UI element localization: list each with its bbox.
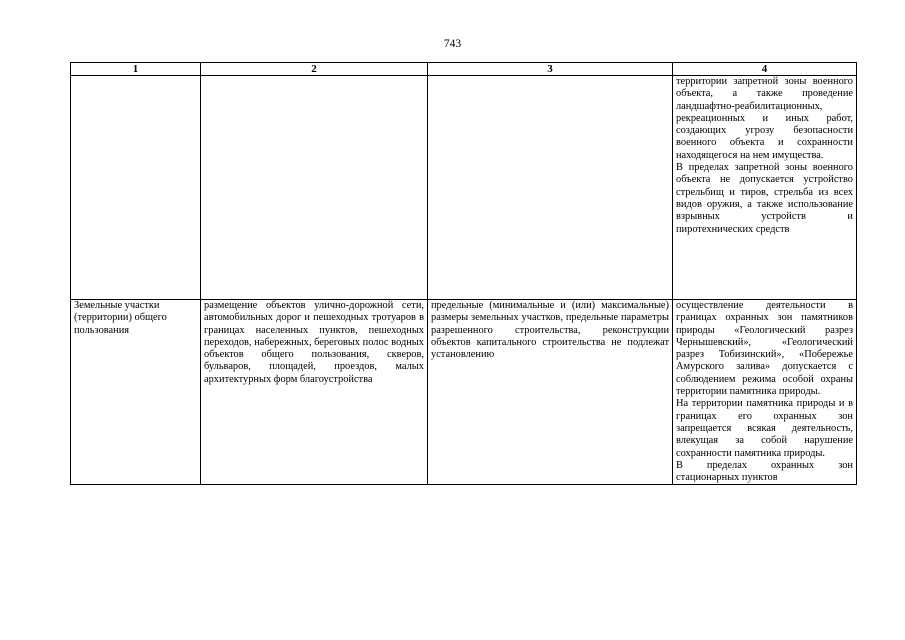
column-header-4: 4 [673, 63, 857, 76]
cell-restrictions [673, 300, 857, 485]
cell-permitted-use: размещение объектов улично-дорожной сети, автомобильных дорог и пешеходных тротуаров в границах населенных пунктов, пешеходных переходов, набережных, береговых полос водных объектов общего пользования, скверов, бульваров, площадей, проездов, малых архитектурных форм благоустройства [201, 300, 428, 485]
cell-restrictions [673, 76, 857, 300]
table-row [71, 300, 857, 485]
cell-parameters: предельные (минимальные и (или) максимальные) размеры земельных участков, предельные параметры разрешенного строительства, реконструкции объектов капитального строительства не подлежат установлению [428, 300, 673, 485]
column-header-1: 1 [71, 63, 201, 76]
table-header-row [71, 63, 857, 76]
restrictions-paragraph: осуществление деятельности в границах охранных зон памятников природы «Геологический разрез Чернышевский», «Геологический разрез Тобизинский», «Побережье Амурского залива» допускается с соблюдением режима особой охраны территории памятника природы. [676, 300, 853, 398]
table-row [71, 76, 857, 300]
restrictions-paragraph: территории запретной зоны военного объекта, а также проведение ландшафтно-реабилитационных, рекреационных и иных работ, создающих угрозу безопасности военного объекта и сохранности находящегося на нем имущества. [676, 76, 853, 161]
restrictions-paragraph: В пределах запретной зоны военного объекта не допускается устройство стрельбищ и тиров, стрельба из всех видов оружия, а также использование взрывных устройств и пиротехнических средств [676, 162, 853, 235]
restrictions-paragraph: На территории памятника природы и в границах его охранных зон запрещается всякая деятельность, влекущая за собой нарушение сохранности памятника природы. [676, 398, 853, 459]
cell-land-use-type: Земельные участки (территории) общего пользования [71, 300, 201, 485]
cell-land-use-type [71, 76, 201, 300]
column-header-2: 2 [201, 63, 428, 76]
regulations-table [70, 62, 857, 485]
restrictions-paragraph: В пределах охранных зон стационарных пунктов [676, 459, 853, 484]
cell-permitted-use [201, 76, 428, 300]
page-number: 743 [443, 38, 462, 50]
cell-parameters [428, 76, 673, 300]
column-header-3: 3 [428, 63, 673, 76]
